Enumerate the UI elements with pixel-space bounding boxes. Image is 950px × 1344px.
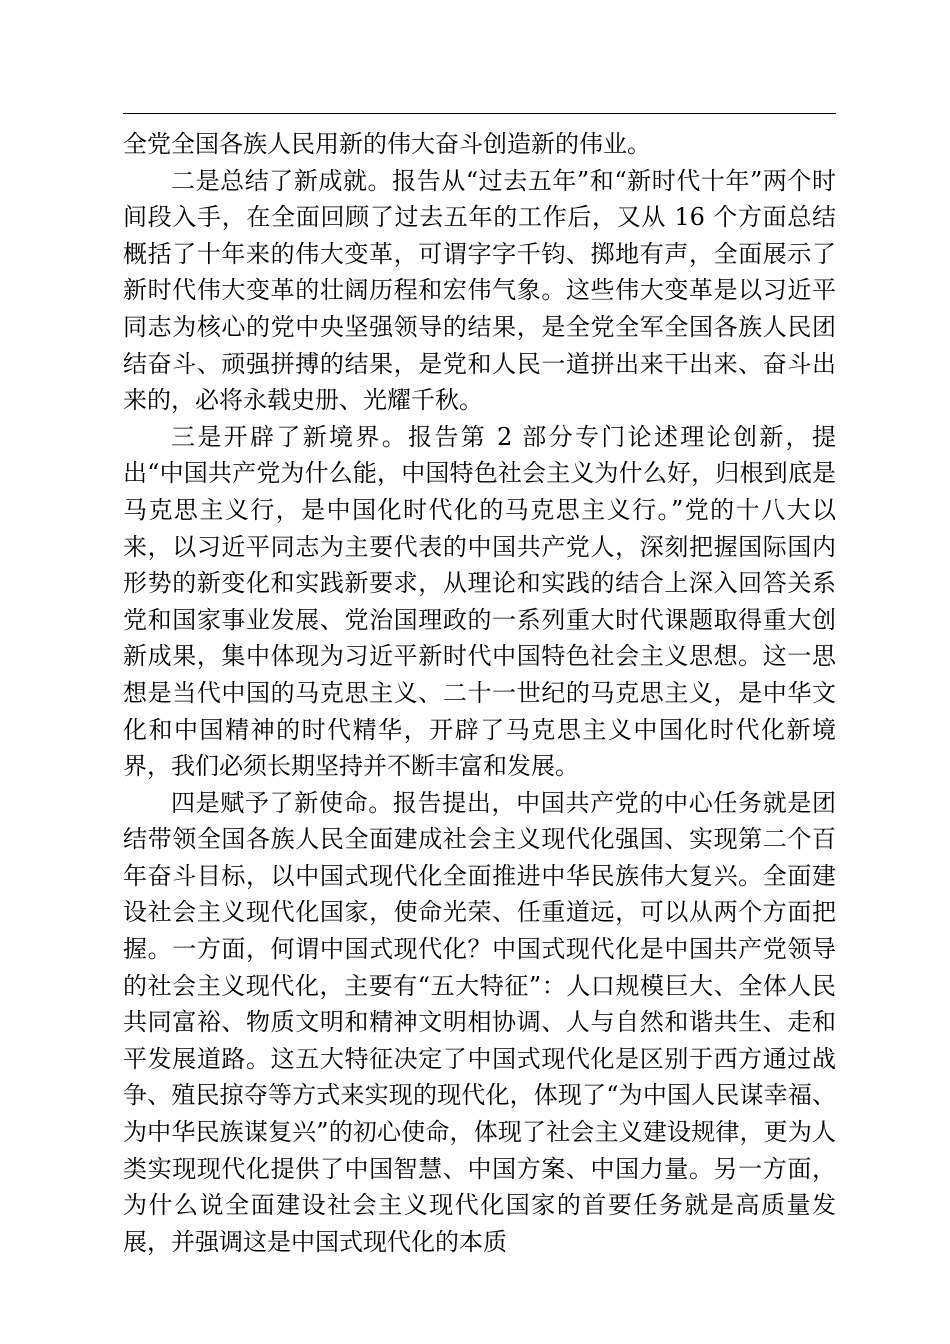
body-text xyxy=(123,126,836,1260)
header-divider xyxy=(123,113,836,114)
paragraph-continuation: 全党全国各族人民用新的伟大奋斗创造新的伟业。 xyxy=(123,130,651,158)
paragraph-new-realm: 三是开辟了新境界。报告第 2 部分专门论述理论创新，提出“中国共产党为什么能，中国特色社会主义为什么好，归根到底是马克思主义行，是中国化时代化的马克思主义行。”党的十八大以来，以习近平同志为主要代表的中国共产党人，深刻把握国际国内形势的新变化和实践新要求，从理论和实践的结合上深入回答关系党和国家事业发展、党治国理政的一系列重大时代课题取得重大创新成果，集中体现为习近平新时代中国特色社会主义思想。这一思想是当代中国的马克思主义、二十一世纪的马克思主义，是中华文化和中国精神的时代精华，开辟了马克思主义中国化时代化新境界，我们必须长期坚持并不断丰富和发展。 xyxy=(123,422,836,781)
paragraph-new-mission: 四是赋予了新使命。报告提出，中国共产党的中心任务就是团结带领全国各族人民全面建成社会主义现代化强国、实现第二个百年奋斗目标，以中国式现代化全面推进中华民族伟大复兴。全面建设社会主义现代化国家，使命光荣、任重道远，可以从两个方面把握。一方面，何谓中国式现代化？中国式现代化是中国共产党领导的社会主义现代化，主要有“五大特征”：人口规模巨大、全体人民共同富裕、物质文明和精神文明相协调、人与自然和谐共生、走和平发展道路。这五大特征决定了中国式现代化是区别于西方通过战争、殖民掠夺等方式来实现的现代化，体现了“为中国人民谋幸福、为中华民族谋复兴”的初心使命，体现了社会主义建设规律，更为人类实现现代化提供了中国智慧、中国方案、中国力量。另一方面，为什么说全面建设社会主义现代化国家的首要任务就是高质量发展，并强调这是中国式现代化的本质 xyxy=(123,788,836,1256)
paragraph-new-achievements: 二是总结了新成就。报告从“过去五年”和“新时代十年”两个时间段入手，在全面回顾了过去五年的工作后，又从 16 个方面总结概括了十年来的伟大变革，可谓字字千钧、掷地有声，全面展示了新时代伟大变革的壮阔历程和宏伟气象。这些伟大变革是以习近平同志为核心的党中央坚强领导的结果，是全党全军全国各族人民团结奋斗、顽强拼搏的结果，是党和人民一道拼出来干出来、奋斗出来的，必将永载史册、光耀千秋。 xyxy=(123,166,836,415)
